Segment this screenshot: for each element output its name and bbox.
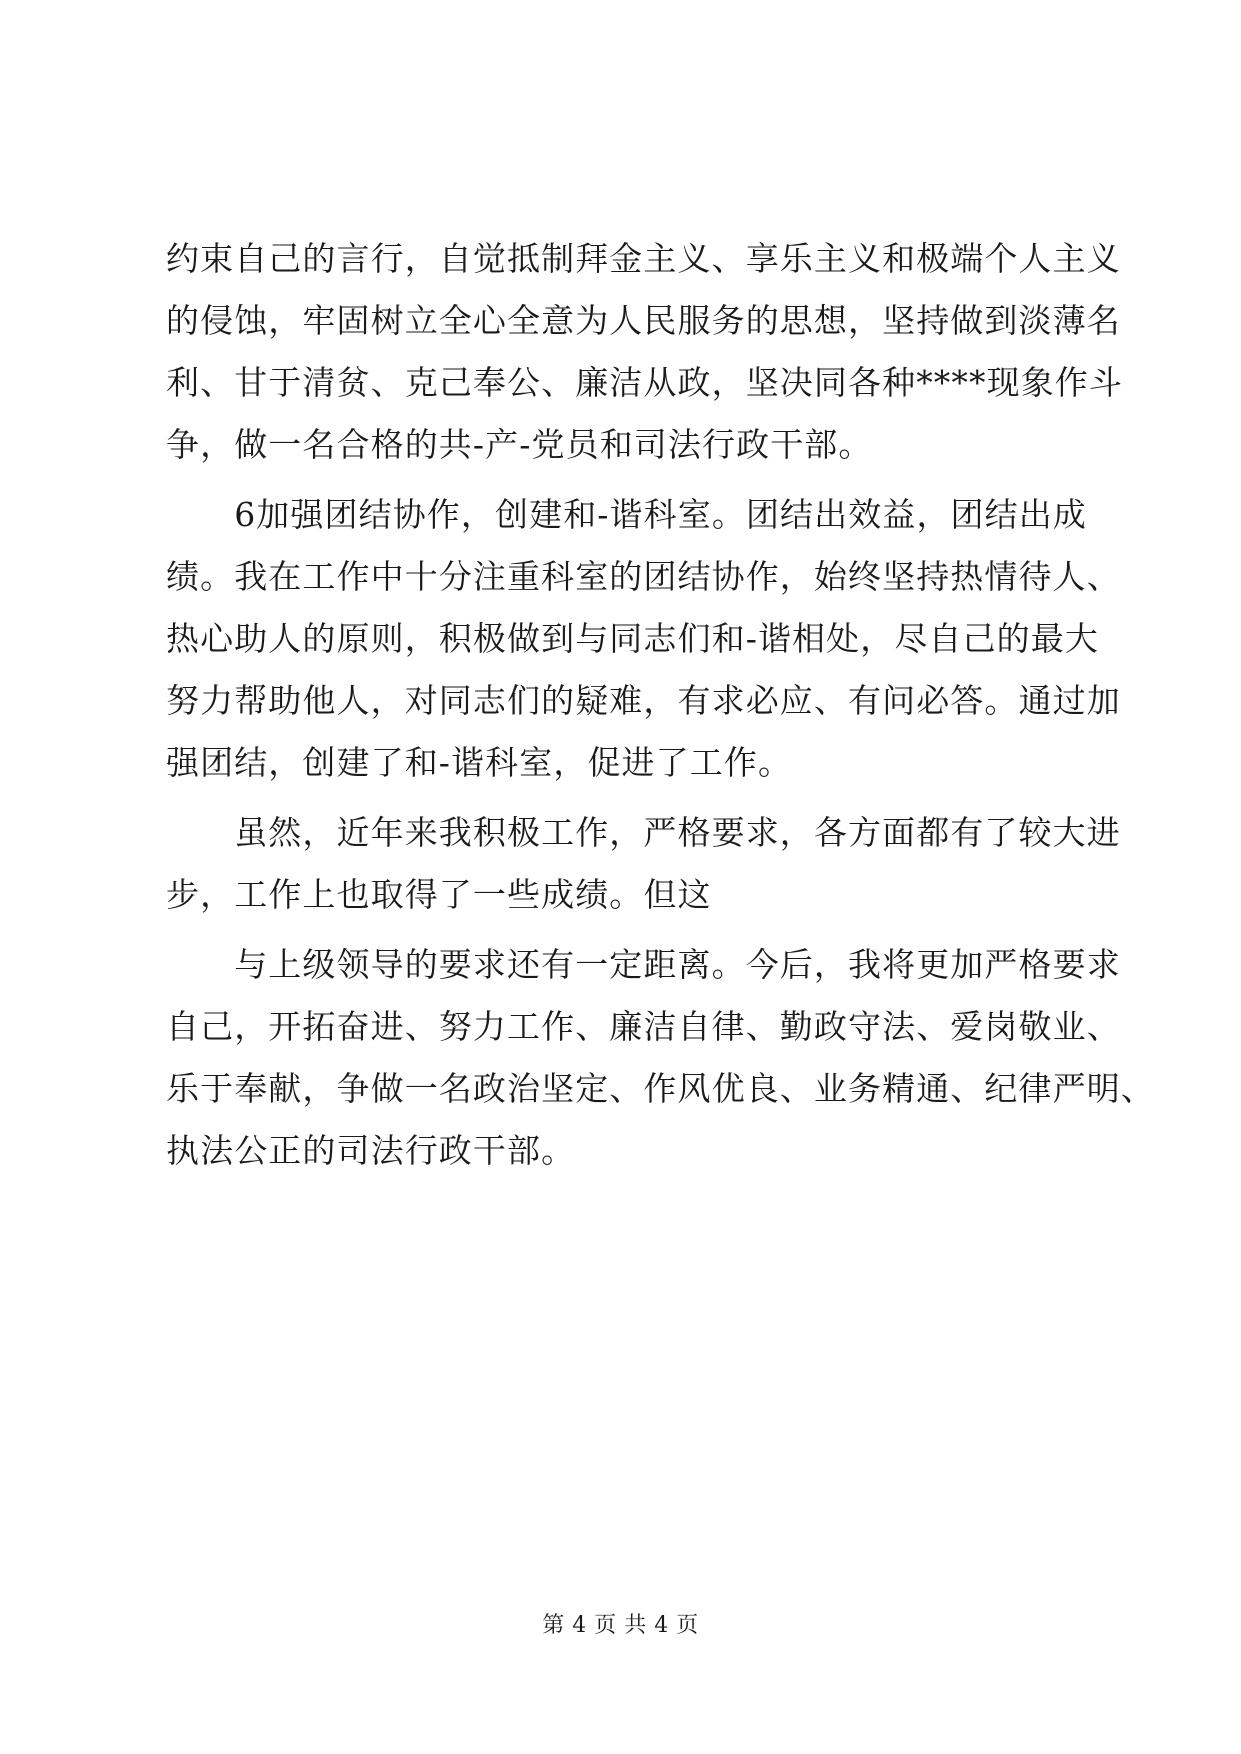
text-line: 与上级领导的要求还有一定距离。今后，我将更加严格要求 [166,945,1121,984]
page-number-footer: 第 4 页 共 4 页 [542,1613,699,1638]
text-line: 利、甘于清贫、克己奉公、廉洁从政，坚决同各种****现象作斗 [166,363,1123,402]
text-line: 6加强团结协作，创建和-谐科室。团结出效益，团结出成 [166,495,1087,534]
text-line: 争，做一名合格的共-产-党员和司法行政干部。 [166,425,873,464]
text-line: 绩。我在工作中十分注重科室的团结协作，始终坚持热情待人、 [166,557,1121,596]
text-line: 约束自己的言行，自觉抵制拜金主义、享乐主义和极端个人主义 [166,239,1121,278]
text-line: 的侵蚀，牢固树立全心全意为人民服务的思想，坚持做到淡薄名 [166,301,1121,340]
text-line: 努力帮助他人，对同志们的疑难，有求必应、有问必答。通过加 [166,681,1121,720]
text-line: 乐于奉献，争做一名政治坚定、作风优良、业务精通、纪律严明、 [166,1069,1155,1108]
text-line: 执法公正的司法行政干部。 [166,1131,576,1170]
text-line: 热心助人的原则，积极做到与同志们和-谐相处，尽自己的最大 [166,619,1099,658]
text-line: 虽然，近年来我积极工作，严格要求，各方面都有了较大进 [166,813,1121,852]
text-line: 强团结，创建了和-谐科室，促进了工作。 [166,743,793,782]
text-line: 步，工作上也取得了一些成绩。但这 [166,875,712,914]
text-line: 自己，开拓奋进、努力工作、廉洁自律、勤政守法、爱岗敬业、 [166,1007,1121,1046]
document-body [166,228,1155,1182]
